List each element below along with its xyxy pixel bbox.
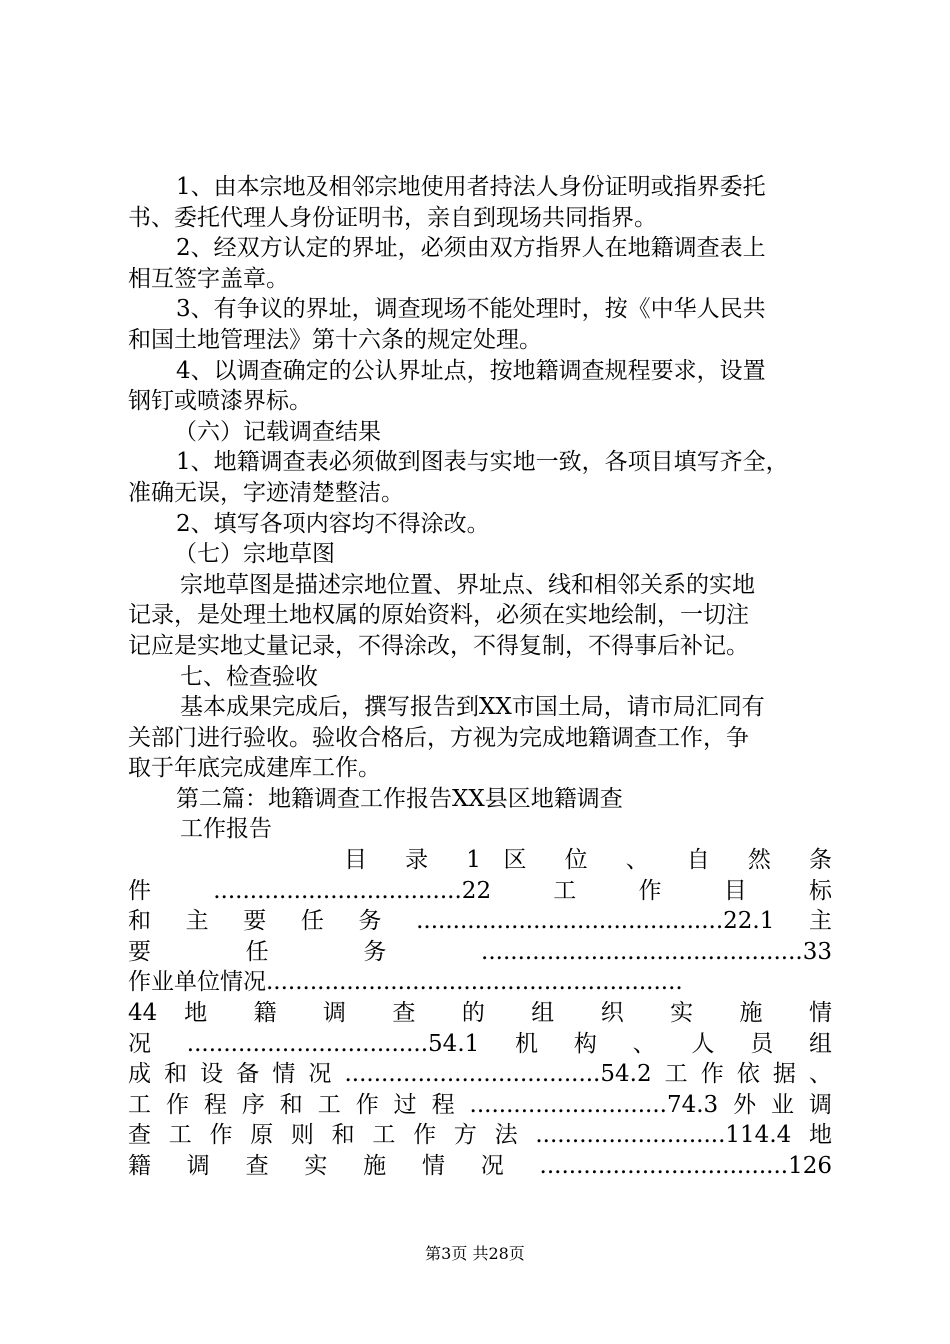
- toc-line: 要 任 务 ............................................33: [128, 938, 832, 965]
- toc-line: 和主要任务..........................................22.1主: [128, 908, 832, 935]
- paragraph-line: 关部门进行验收。验收合格后，方视为完成地籍调查工作，争: [128, 724, 749, 751]
- section-heading: 七、检查验收: [180, 663, 318, 690]
- paragraph-line: 3、有争议的界址，调查现场不能处理时，按《中华人民共: [176, 296, 766, 323]
- paragraph-line: 1、地籍调查表必须做到图表与实地一致，各项目填写齐全，: [176, 449, 789, 476]
- paragraph-line: 4、以调查确定的公认界址点，按地籍调查规程要求，设置: [176, 357, 766, 384]
- paragraph-line: 基本成果完成后，撰写报告到XX市国土局，请市局汇同有: [180, 694, 765, 721]
- paragraph-line: 2、填写各项内容均不得涂改。: [176, 510, 490, 537]
- paragraph-line: 记应是实地丈量记录，不得涂改，不得复制，不得事后补记。: [128, 632, 749, 659]
- paragraph-line: 1、由本宗地及相邻宗地使用者持法人身份证明或指界委托: [176, 174, 766, 200]
- toc-line: 况.................................54.1机构、人员组: [128, 1030, 832, 1057]
- paragraph-line: 取于年底完成建库工作。: [128, 755, 381, 782]
- paragraph-line: 2、经双方认定的界址，必须由双方指界人在地籍调查表上: [176, 235, 766, 262]
- section-heading: （七）宗地草图: [174, 541, 335, 568]
- paragraph-line: 相互签字盖章。: [128, 265, 289, 292]
- document-body: [128, 172, 832, 1182]
- chapter-title: 第二篇：地籍调查工作报告XX县区地籍调查: [176, 785, 623, 812]
- paragraph-line: 准确无误，字迹清楚整洁。: [128, 479, 404, 506]
- toc-heading: 目 录 1 区 位 、 自 然 条: [344, 847, 832, 874]
- section-heading: （六）记载调查结果: [174, 418, 381, 445]
- page-number: 第3页 共28页: [425, 1244, 525, 1263]
- paragraph-line: 和国土地管理法》第十六条的规定处理。: [128, 326, 542, 353]
- toc-line: 成和设备情况...................................54.2工作依据、: [128, 1061, 832, 1088]
- paragraph-line: 宗地草图是描述宗地位置、界址点、线和相邻关系的实地: [180, 571, 755, 598]
- toc-line: 籍调查实施情况..................................126: [128, 1153, 832, 1179]
- paragraph-line: 钢钉或喷漆界标。: [128, 388, 312, 415]
- paragraph-line: 书、委托代理人身份证明书，亲自到现场共同指界。: [128, 204, 657, 231]
- toc-line: 作业单位情况.........................................................: [128, 969, 683, 996]
- toc-line: 44 地 籍 调 查 的 组 织 实 施 情: [128, 1000, 832, 1027]
- toc-line: 查工作原则和工作方法..........................114.4地: [128, 1122, 832, 1149]
- paragraph-line: 记录，是处理土地权属的原始资料，必须在实地绘制，一切注: [128, 602, 749, 629]
- toc-line: 工作程序和工作过程...........................74.3外业调: [128, 1091, 832, 1118]
- chapter-title: 工作报告: [180, 816, 272, 843]
- toc-line: 件..................................22工作目标: [128, 877, 832, 904]
